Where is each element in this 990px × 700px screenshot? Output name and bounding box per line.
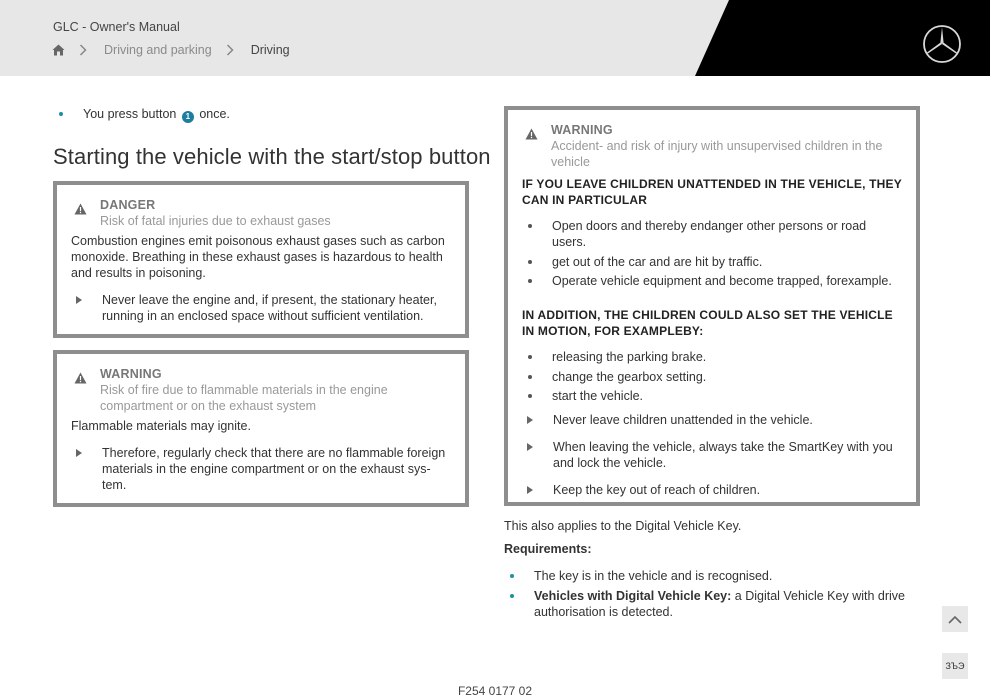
applies-note: This also applies to the Digital Vehicle Key. [504, 519, 742, 533]
notice-text: Flammable materials may ignite. [71, 419, 251, 433]
warning-notice-children [504, 106, 920, 506]
list-item: Open doors and thereby endanger other persons or road users. [522, 218, 902, 250]
list-item [504, 588, 920, 620]
intro-text-before: You press button [83, 107, 177, 121]
list-item: releasing the parking brake. [522, 349, 902, 365]
breadcrumb-driving: Driving [250, 43, 290, 57]
intro-text-after: once. [199, 107, 230, 121]
warning-triangle-icon [74, 372, 87, 384]
section-title: Starting the vehicle with the start/stop button [53, 144, 491, 169]
manual-title: GLC - Owner's Manual [53, 20, 180, 34]
breadcrumb [51, 42, 290, 58]
list-item: get out of the car and are hit by traffic. [522, 254, 902, 270]
chevron-right-icon [79, 43, 89, 57]
notice-text: Combustion engines emit poisonous exhaust gases such as carbon monoxide. Breathing in these exhaust gases is hazardous to health and results in poisoning. [71, 234, 445, 280]
req-bold-prefix: Vehicles with Digital Vehicle Key: [534, 589, 732, 603]
danger-notice [53, 181, 469, 338]
chevron-right-icon [226, 43, 236, 57]
action-step: Keep the key out of reach of children. [522, 482, 902, 498]
list-item: Operate vehicle equipment and become trapped, forexample. [522, 273, 902, 289]
notice-subtitle: Accident- and risk of injury with unsupervised children in the vehicle [551, 139, 883, 169]
notice-subtitle: Risk of fatal injuries due to exhaust gases [100, 214, 331, 228]
notice-label: DANGER [100, 198, 156, 212]
list-item: The key is in the vehicle and is recognised. [504, 568, 920, 584]
list-item: start the vehicle. [522, 388, 902, 404]
chevron-up-icon [948, 615, 962, 624]
notice-header [522, 122, 902, 170]
action-step: Therefore, regularly check that there are no flammable foreign materials in the engine compartment or on the exhaust sys- tem. [71, 445, 451, 493]
requirements-list [504, 568, 920, 620]
intro-step [53, 106, 473, 123]
risk-list [522, 218, 902, 289]
notice-caps-heading: IN ADDITION, THE CHILDREN COULD ALSO SET THE VEHICLE IN MOTION, FOR EXAMPLEBY: [522, 308, 893, 338]
side-action-button[interactable]: ЗЪЭ [942, 653, 968, 679]
requirements-section [504, 518, 920, 624]
notice-subtitle: Risk of fire due to flammable materials in the engine compartment or on the exhaust system [100, 383, 388, 413]
figure-code: F254 0177 02 [457, 684, 533, 698]
notice-caps-heading: IF YOU LEAVE CHILDREN UNATTENDED IN THE VEHICLE, THEY CAN IN PARTICULAR [522, 177, 902, 207]
list-item [53, 106, 473, 123]
notice-header [71, 366, 451, 414]
list-item: change the gearbox setting. [522, 369, 902, 385]
warning-notice-fire [53, 350, 469, 507]
risk-list [522, 349, 902, 404]
notice-header [71, 197, 451, 229]
action-step: When leaving the vehicle, always take the SmartKey with you and lock the vehicle. [522, 439, 902, 471]
requirements-label: Requirements: [504, 542, 592, 556]
breadcrumb-driving-and-parking[interactable]: Driving and parking [104, 43, 212, 57]
warning-triangle-icon [525, 128, 538, 140]
page-header [0, 0, 990, 76]
action-step: Never leave children unattended in the vehicle. [522, 412, 902, 428]
notice-label: WARNING [100, 367, 162, 381]
action-step: Never leave the engine and, if present, the stationary heater, running in an enclosed space without sufficient ventilation. [71, 292, 451, 324]
warning-triangle-icon [74, 203, 87, 215]
home-icon[interactable] [51, 43, 65, 57]
notice-label: WARNING [551, 123, 613, 137]
scroll-to-top-button[interactable] [942, 606, 968, 632]
start-stop-button-icon: 1 [182, 111, 194, 123]
req-rest-text: a Digital Vehicle Key with drive authorisation is detected. [534, 589, 905, 619]
